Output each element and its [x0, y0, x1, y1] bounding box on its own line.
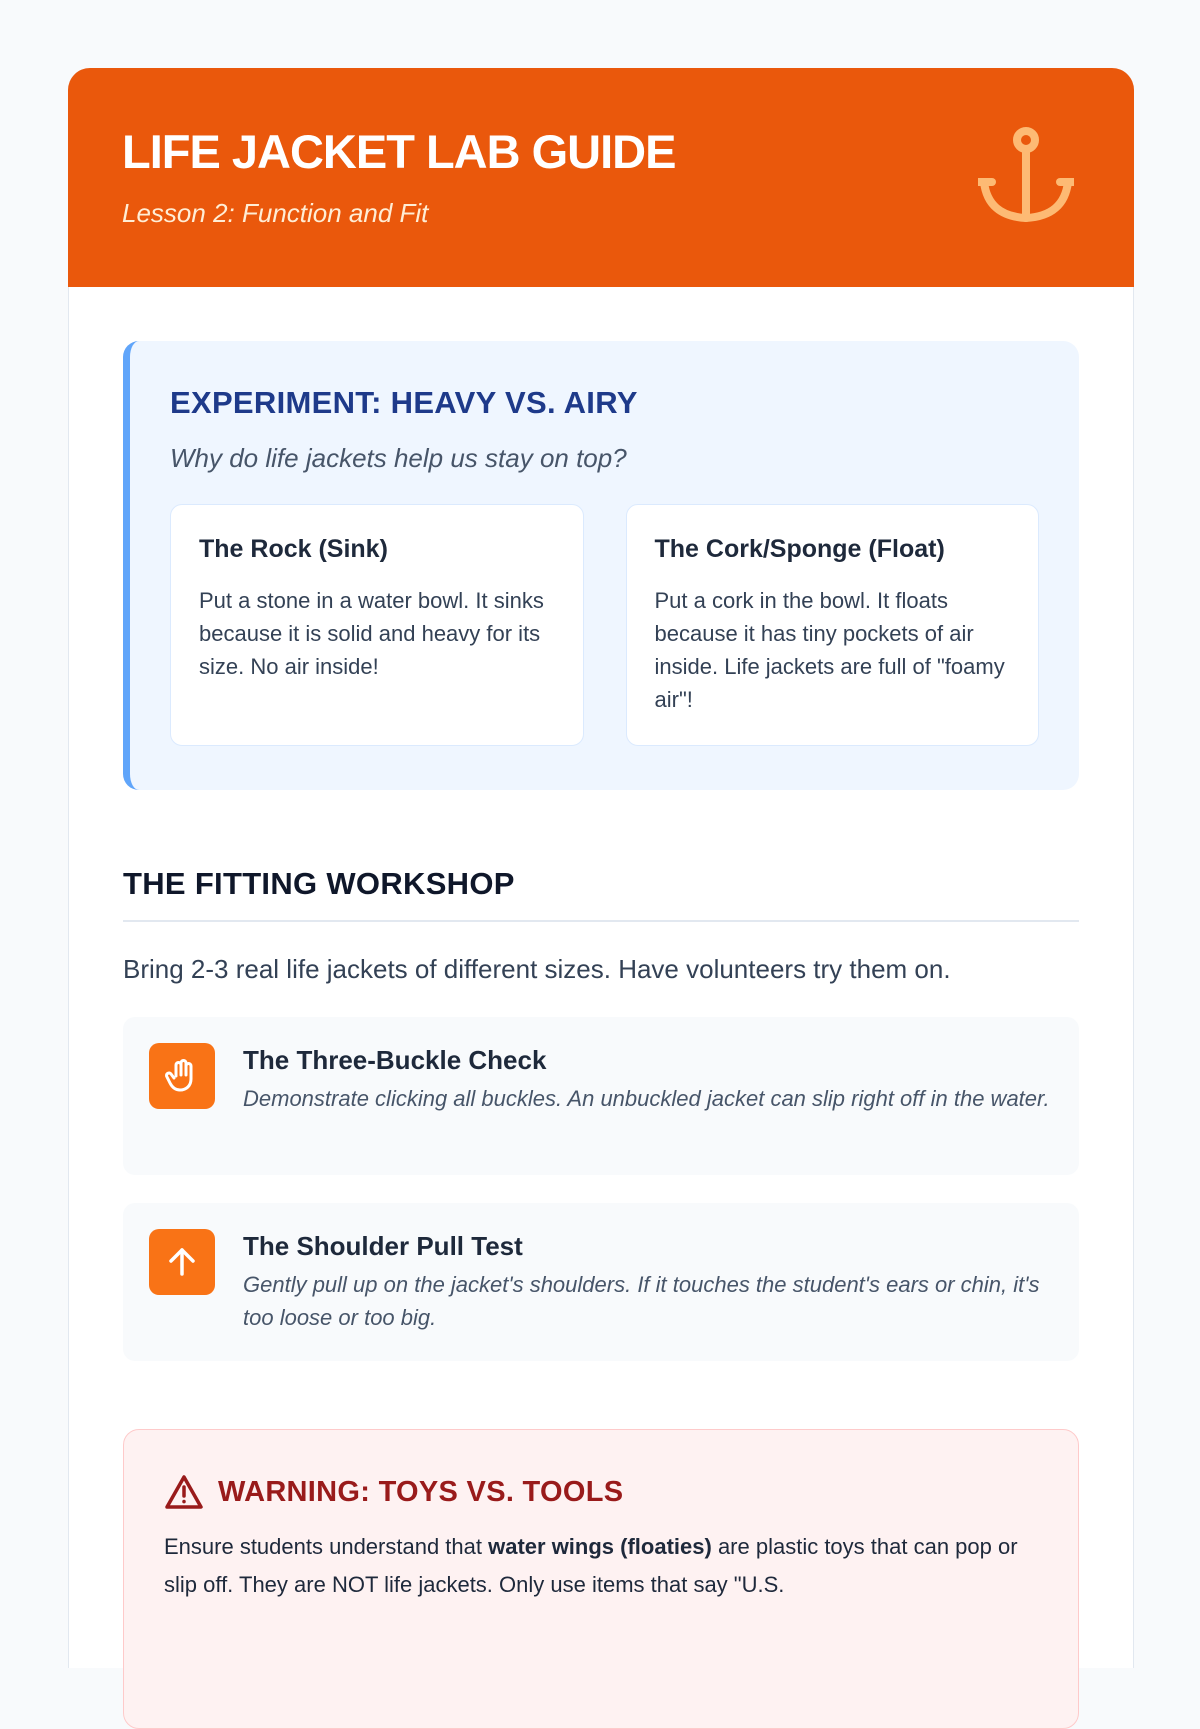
experiment-box-title: The Rock (Sink) — [199, 535, 388, 563]
page-title: LIFE JACKET LAB GUIDE — [122, 125, 676, 178]
experiment-panel — [123, 341, 1079, 790]
experiment-box-rock — [170, 504, 584, 746]
warning-text-before: Ensure students understand that — [164, 1534, 489, 1559]
experiment-box-title: The Cork/Sponge (Float) — [654, 535, 945, 563]
page-subtitle: Lesson 2: Function and Fit — [122, 198, 429, 228]
experiment-box-text: Put a cork in the bowl. It floats because it has tiny pockets of air inside. Life jackets are full of "foamy air"! — [654, 588, 1005, 712]
step-title: The Three-Buckle Check — [243, 1045, 547, 1075]
arrow-up-icon — [149, 1229, 215, 1295]
header-banner — [68, 68, 1134, 287]
warning-text-after: are plastic toys that can pop or slip off. They are NOT life jackets. Only use items that say "U.S. — [164, 1534, 1018, 1597]
step-text: Demonstrate clicking all buckles. An unbuckled jacket can slip right off in the water. — [243, 1086, 1050, 1111]
warning-text-bold: water wings (floaties) — [488, 1534, 712, 1559]
warning-title: WARNING: TOYS VS. TOOLS — [218, 1475, 624, 1508]
step-title: The Shoulder Pull Test — [243, 1231, 523, 1261]
step-three-buckle-check — [123, 1017, 1079, 1175]
experiment-box-cork — [626, 504, 1040, 746]
experiment-question: Why do life jackets help us stay on top? — [170, 443, 627, 473]
warning-text — [164, 1528, 1038, 1604]
experiment-title: EXPERIMENT: HEAVY VS. AIRY — [170, 385, 638, 420]
experiment-box-text: Put a stone in a water bowl. It sinks because it is solid and heavy for its size. No air inside! — [199, 588, 544, 679]
warning-panel — [123, 1429, 1079, 1729]
anchor-icon — [978, 126, 1074, 226]
lesson-card — [68, 68, 1134, 1668]
workshop-intro: Bring 2-3 real life jackets of different sizes. Have volunteers try them on. — [123, 954, 951, 984]
workshop-title: THE FITTING WORKSHOP — [123, 866, 1079, 922]
step-text: Gently pull up on the jacket's shoulders. If it touches the student's ears or chin, it's too loose or too big. — [243, 1272, 1040, 1330]
warning-icon — [164, 1474, 204, 1510]
hand-icon — [149, 1043, 215, 1109]
step-shoulder-pull-test — [123, 1203, 1079, 1361]
